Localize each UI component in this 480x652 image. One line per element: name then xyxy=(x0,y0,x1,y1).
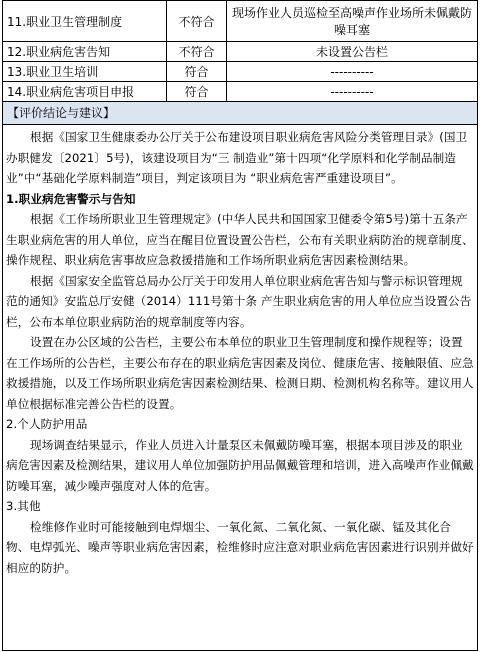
document-sheet xyxy=(2,0,478,651)
heading-other: 3.其他 xyxy=(6,499,41,513)
table-row xyxy=(3,42,477,62)
section-heading: 【评价结论与建议】 xyxy=(3,102,477,125)
result-cell: 不符合 xyxy=(167,1,227,42)
table-row xyxy=(3,62,477,82)
paragraph-regulation-1: 根据《工作场所职业卫生管理规定》(中华人民共和国国家卫健委令第5号)第十五条产生职业病危害的用人单位，应当在醒目位置设置公告栏，公布有关职业病防治的规章制度、操作规程、职业病危害事故应急救援措施和工作场所职业病危害因素检测结果。 xyxy=(6,212,474,267)
remark-cell: ---------- xyxy=(227,82,478,102)
paragraph-classification: 根据《国家卫生健康委办公厅关于公布建设项目职业病危害风险分类管理目录》(国卫办职健发〔2021〕5号)，该建设项目为“三 制造业”第十四项“化学原料和化学制品制造业”中“基础化学原料制造”项目，判定该项目为 “职业病危害严重建设项目”。 xyxy=(6,130,468,185)
heading-ppe: 2.个人防护用品 xyxy=(6,417,88,431)
item-cell: 11.职业卫生管理制度 xyxy=(3,1,167,42)
assessment-table xyxy=(3,0,477,102)
paragraph-bulletin-board: 设置在办公区域的公告栏，主要公布本单位的职业卫生管理制度和操作规程等；设置在工作场所的公告栏，主要公布存在的职业病危害因素及岗位、健康危害、接触限值、应急救援措施，以及工作场所职业病危害因素检测结果、检测日期、检测机构名称等。建议用人单位根据标准完善公告栏的设置。 xyxy=(6,335,474,411)
item-cell: 12.职业病危害告知 xyxy=(3,42,167,62)
table-row xyxy=(3,82,477,102)
result-cell: 符合 xyxy=(167,62,227,82)
result-cell: 符合 xyxy=(167,82,227,102)
item-cell: 14.职业病危害项目申报 xyxy=(3,82,167,102)
heading-warning-notice: 1.职业病危害警示与告知 xyxy=(6,191,136,206)
remark-cell: ---------- xyxy=(227,62,478,82)
paragraph-maintenance: 检维修作业时可能接触到电焊烟尘、一氧化氮、二氧化氮、一氧化碳、锰及其化合物、电焊弧光、噪声等职业病危害因素，检维修时应注意对职业病危害因素进行识别并做好相应的防护。 xyxy=(6,519,474,575)
remark-cell: 未设置公告栏 xyxy=(227,42,478,62)
remark-cell: 现场作业人员巡检至高噪声作业场所未佩戴防噪耳塞 xyxy=(227,1,478,42)
item-cell: 13.职业卫生培训 xyxy=(3,62,167,82)
paragraph-ppe: 现场调查结果显示，作业人员进入计量泵区未佩戴防噪耳塞，根据本项目涉及的职业病危害因素及检测结果，建议用人单位加强防护用品佩戴管理和培训，进入高噪声作业佩戴防噪耳塞，减少噪声强度对人体的危害。 xyxy=(6,437,474,493)
paragraph-regulation-2: 根据《国家安全监管总局办公厅关于印发用人单位职业病危害告知与警示标识管理规范的通知》安监总厅安健（2014）111号第十条 产生职业病危害的用人单位应当设置公告栏，公布本单位职业病防治的规章制度等内容。 xyxy=(6,273,472,329)
table-row xyxy=(3,1,477,42)
conclusion-body xyxy=(3,125,477,578)
result-cell: 不符合 xyxy=(167,42,227,62)
